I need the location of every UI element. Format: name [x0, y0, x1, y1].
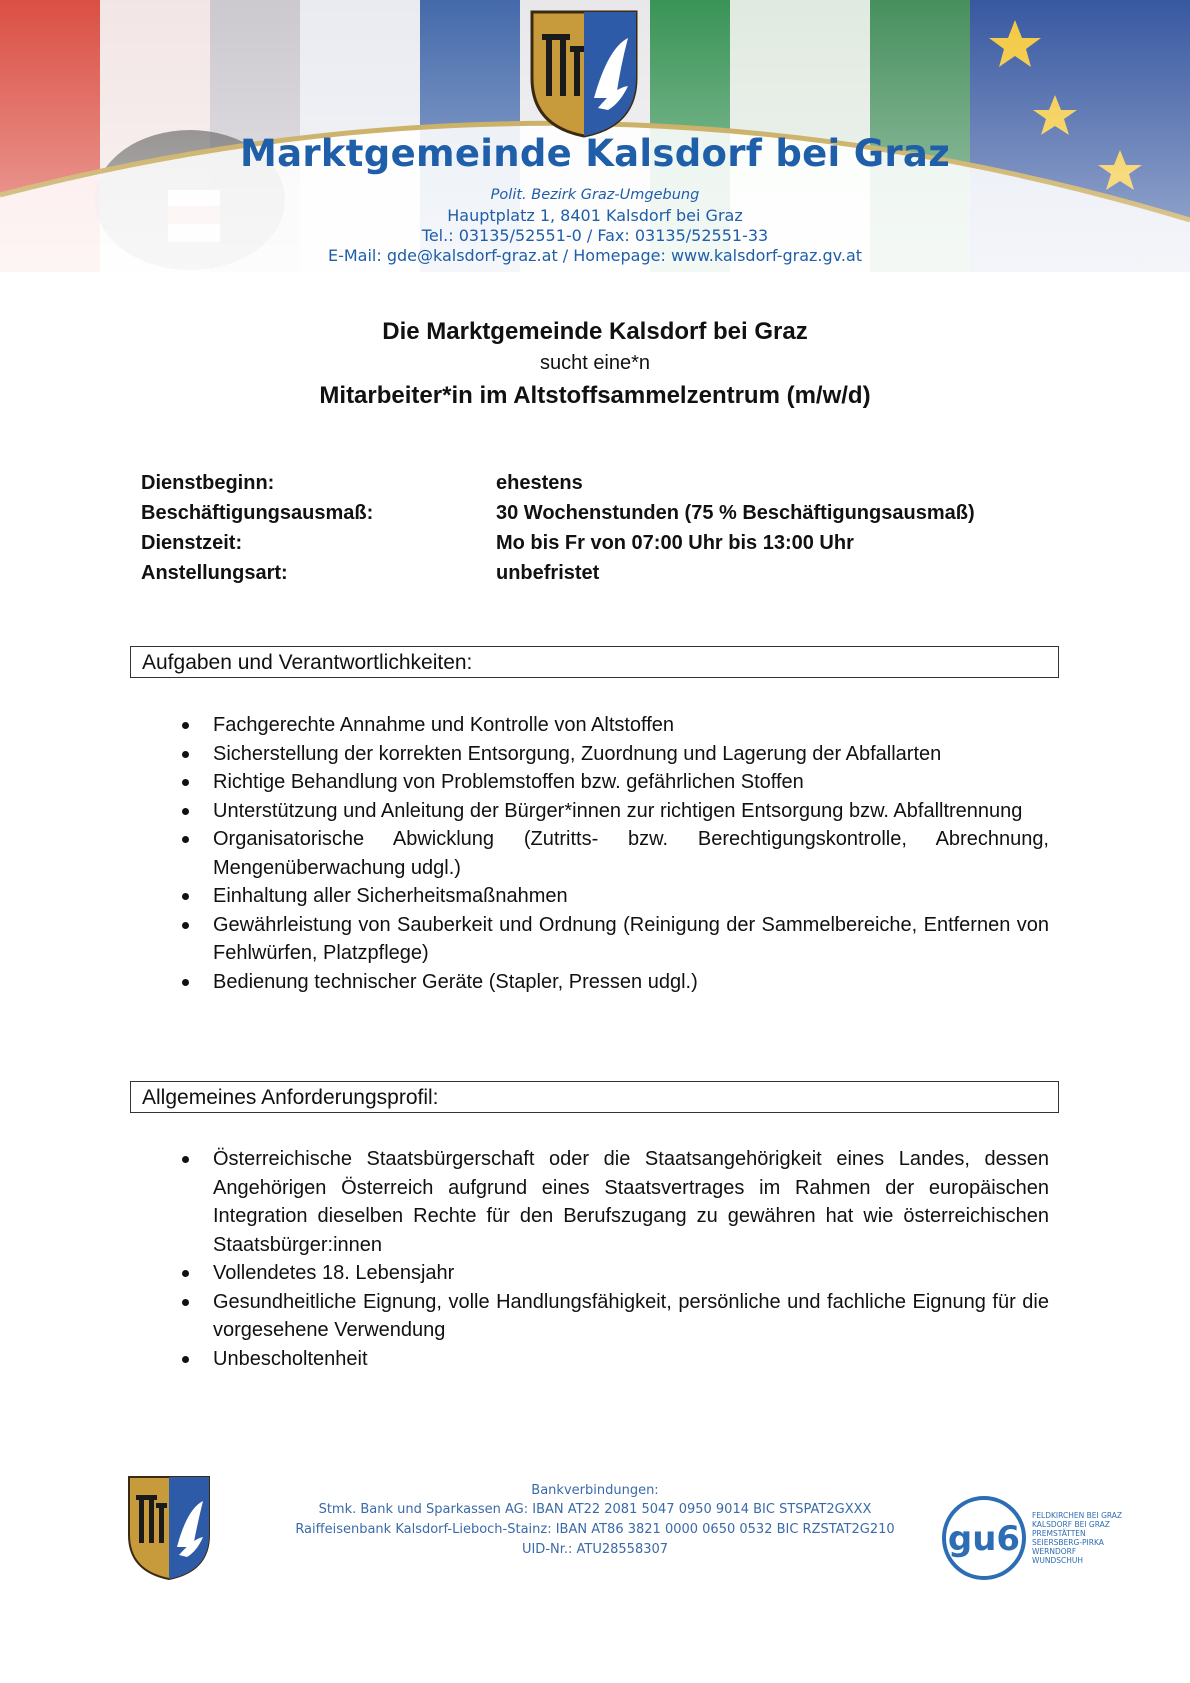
detail-row	[141, 562, 975, 592]
email-web-line: E-Mail: gde@kalsdorf-graz.at / Homepage: www.kalsdorf-graz.gv.at	[327, 246, 863, 265]
detail-label: Dienstbeginn:	[141, 472, 275, 494]
title-line-2: sucht eine*n	[539, 352, 651, 374]
list-item: Unterstützung und Anleitung der Bürger*innen zur richtigen Entsorgung bzw. Abfalltrennung	[213, 797, 1049, 826]
detail-value: unbefristet	[496, 562, 600, 584]
gu6-logo	[940, 1488, 1140, 1588]
bank-heading: Bankverbindungen:	[531, 1483, 659, 1498]
list-item: Bedienung technischer Geräte (Stapler, Pressen udgl.)	[213, 968, 1049, 997]
list-item: Einhaltung aller Sicherheitsmaßnahmen	[213, 882, 1049, 911]
municipal-crest-icon	[528, 8, 640, 138]
list-item: Sicherstellung der korrekten Entsorgung, Zuordnung und Lagerung der Abfallarten	[213, 740, 1049, 769]
detail-label: Anstellungsart:	[141, 562, 288, 584]
uid-number: UID-Nr.: ATU28558307	[521, 1542, 669, 1557]
district-line: Polit. Bezirk Graz-Umgebung	[490, 187, 700, 203]
detail-label: Beschäftigungsausmaß:	[141, 502, 374, 524]
gu6-member: WUNDSCHUH	[1032, 1556, 1084, 1565]
bank-account-1: Stmk. Bank und Sparkassen AG: IBAN AT22 2081 5047 0950 9014 BIC STSPAT2GXXX	[318, 1502, 872, 1517]
list-item: Richtige Behandlung von Problemstoffen bzw. gefährlichen Stoffen	[213, 768, 1049, 797]
job-details	[141, 472, 975, 592]
list-item: Fachgerechte Annahme und Kontrolle von Altstoffen	[213, 711, 1049, 740]
list-item: Vollendetes 18. Lebensjahr	[213, 1259, 1049, 1288]
detail-row	[141, 502, 975, 532]
job-title: Mitarbeiter*in im Altstoffsammelzentrum (m/w/d)	[319, 382, 871, 409]
list-item: Österreichische Staatsbürgerschaft oder die Staatsangehörigkeit eines Landes, dessen Angehörigen Österreich aufgrund eines Staatsvertrages im Rahmen der europäischen Integration dieselben Rechte für den Berufszugang zu gewähren hat wie österreichischen Staatsbürger:innen	[213, 1145, 1049, 1259]
gu6-member: FELDKIRCHEN BEI GRAZ	[1032, 1511, 1123, 1520]
bank-account-2: Raiffeisenbank Kalsdorf-Lieboch-Stainz: IBAN AT86 3821 0000 0650 0532 BIC RZSTAT2G210	[295, 1522, 895, 1537]
address-line: Hauptplatz 1, 8401 Kalsdorf bei Graz	[447, 206, 743, 225]
gu6-member: KALSDORF BEI GRAZ	[1032, 1520, 1110, 1529]
gu6-member: WERNDORF	[1032, 1547, 1077, 1556]
list-item: Organisatorische Abwicklung (Zutritts- bzw. Berechtigungskontrolle, Abrechnung, Mengenüberwachung udgl.)	[213, 825, 1049, 882]
detail-value: ehestens	[496, 472, 583, 494]
gu6-member: SEIERSBERG-PIRKA	[1032, 1538, 1104, 1547]
section-heading-tasks: Aufgaben und Verantwortlichkeiten:	[130, 646, 1059, 678]
detail-label: Dienstzeit:	[141, 532, 243, 554]
requirements-list	[213, 1145, 1049, 1373]
detail-value: 30 Wochenstunden (75 % Beschäftigungsausmaß)	[496, 502, 975, 524]
detail-row	[141, 532, 975, 562]
gu6-logo-text: gu6	[947, 1519, 1021, 1559]
gu6-member: PREMSTÄTTEN	[1032, 1529, 1086, 1538]
list-item: Gesundheitliche Eignung, volle Handlungsfähigkeit, persönliche und fachliche Eignung für die vorgesehene Verwendung	[213, 1288, 1049, 1345]
detail-value: Mo bis Fr von 07:00 Uhr bis 13:00 Uhr	[496, 532, 854, 554]
title-line-1: Die Marktgemeinde Kalsdorf bei Graz	[382, 318, 808, 345]
organization-name: Marktgemeinde Kalsdorf bei Graz	[239, 132, 951, 175]
letterhead-banner	[0, 0, 1190, 272]
list-item: Unbescholtenheit	[213, 1345, 1049, 1374]
tasks-list	[213, 711, 1049, 996]
detail-row	[141, 472, 975, 502]
phone-fax-line: Tel.: 03135/52551-0 / Fax: 03135/52551-33	[421, 226, 769, 245]
section-heading-requirements: Allgemeines Anforderungsprofil:	[130, 1081, 1059, 1113]
list-item: Gewährleistung von Sauberkeit und Ordnung (Reinigung der Sammelbereiche, Entfernen von Fehlwürfen, Platzpflege)	[213, 911, 1049, 968]
